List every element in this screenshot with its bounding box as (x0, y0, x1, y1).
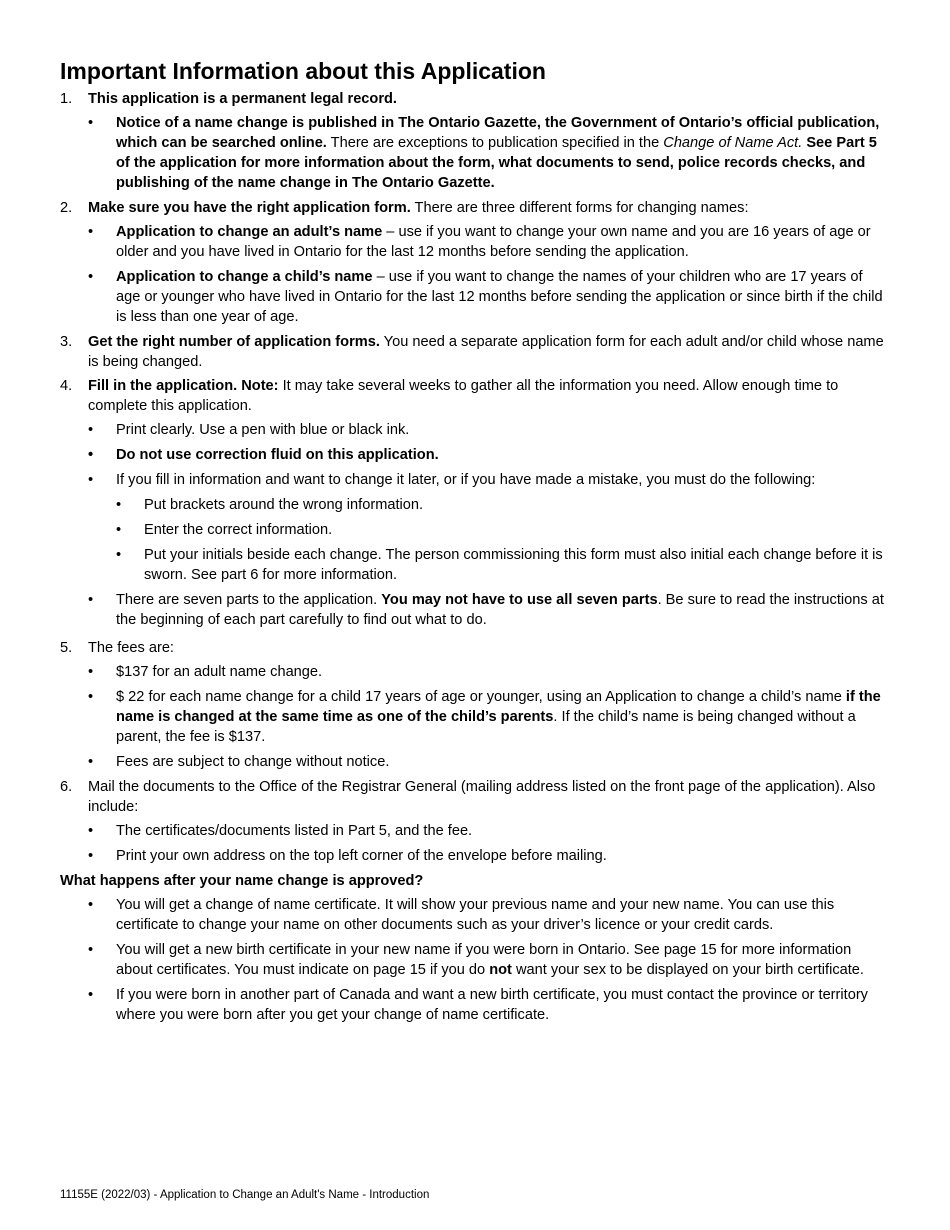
item-2-bullet-1 (60, 222, 890, 262)
item-lead: The fees are: (88, 640, 174, 656)
item-number: 2. (60, 200, 73, 216)
section-heading: What happens after your name change is approved? (60, 873, 424, 889)
item-4-bullet-1: • Print clearly. Use a pen with blue or black ink. (60, 420, 890, 440)
item-5-bullet-1: • $137 for an adult name change. (60, 662, 890, 682)
item-4-subbullet-2: • Enter the correct information. (60, 520, 890, 540)
page-footer: 11155E (2022/03) - Application to Change an Adult's Name - Introduction (60, 1189, 430, 1201)
item-lead: This application is a permanent legal record. (88, 91, 397, 107)
item-5 (60, 638, 890, 658)
bullet-text: . If the child’s name is being changed without a parent, the fee is $137. (116, 709, 856, 745)
item-lead: Get the right number of application forms. (88, 334, 380, 350)
bullet-bold-text: You may not have to use all seven parts (381, 592, 658, 608)
item-4-bullet-4 (60, 590, 890, 630)
item-text: You need a separate application form for each adult and/or child whose name is being changed. (88, 334, 884, 370)
item-6 (60, 777, 890, 817)
item-number: 1. (60, 91, 73, 107)
bullet-text: You will get a new birth certificate in your new name if you were born in Ontario. See page 15 for more information about certificates. You must indicate on page 15 if you do (116, 942, 852, 978)
item-6-bullet-1: • The certificates/documents listed in Part 5, and the fee. (60, 821, 890, 841)
bullet-text: want your sex to be displayed on your birth certificate. (511, 962, 864, 978)
item-lead: Mail the documents to the Office of the Registrar General (mailing address listed on the front page of the application). Also include: (88, 779, 876, 815)
bullet-text: There are seven parts to the application. (116, 592, 382, 608)
item-number: 5. (60, 640, 73, 656)
bullet-text: $ 22 for each name change for a child 17 years of age or younger, using an Application to change a child’s name (116, 689, 846, 705)
page-title: Important Information about this Application (60, 58, 546, 84)
item-lead: Make sure you have the right application form. (88, 200, 411, 216)
bullet-bold-text: if the name is changed at the same time as one of the child’s parents (116, 689, 881, 725)
item-1 (60, 89, 890, 109)
item-4-bullet-2: • Do not use correction fluid on this application. (60, 445, 890, 465)
after-bullet-2 (60, 940, 890, 980)
bullet-bold-text: Notice of a name change is published in The Ontario Gazette, the Government of Ontario’s official publication, which can be searched online. (116, 115, 880, 151)
item-text: There are three different forms for changing names: (410, 200, 749, 216)
after-bullet-3: • If you were born in another part of Canada and want a new birth certificate, you must contact the province or territory where you were born after you get your change of name certificate. (60, 985, 890, 1025)
item-4-subbullet-3: • Put your initials beside each change. The person commissioning this form must also initial each change before it is sworn. See part 6 for more information. (60, 545, 890, 585)
bullet-text: . Be sure to read the instructions at the beginning of each part carefully to find out what to do. (116, 592, 884, 628)
bullet-text: . (798, 135, 807, 151)
bullet-text: – use if you want to change your own name and you are 16 years of age or older and you have lived in Ontario for the last 12 months before sending the application. (116, 224, 871, 260)
information-list (60, 89, 890, 1030)
item-2 (60, 198, 890, 218)
item-2-bullet-2 (60, 267, 890, 327)
item-number: 4. (60, 378, 73, 394)
item-lead: Fill in the application. Note: (88, 378, 279, 394)
bullet-bold-text: not (489, 962, 512, 978)
bullet-bold-text: See Part 5 of the application for more information about the form, what documents to send, police records checks, and publishing of the name change in The Ontario Gazette. (116, 135, 877, 191)
bullet-bold-text: Application to change a child’s name (116, 269, 373, 285)
bullet-text: There are exceptions to publication specified in the (326, 135, 664, 151)
act-title: Change of Name Act (663, 135, 799, 151)
item-3 (60, 332, 890, 372)
item-4 (60, 376, 890, 416)
item-number: 3. (60, 334, 73, 350)
item-5-bullet-3: • Fees are subject to change without notice. (60, 752, 890, 772)
item-number: 6. (60, 779, 73, 795)
after-bullet-1: • You will get a change of name certificate. It will show your previous name and your new name. You can use this certificate to change your name on other documents such as your driver’s licence or your credit cards. (60, 895, 890, 935)
item-4-subbullet-1: • Put brackets around the wrong information. (60, 495, 890, 515)
item-text: It may take several weeks to gather all the information you need. Allow enough time to complete this application. (88, 378, 839, 414)
bullet-text: – use if you want to change the names of your children who are 17 years of age or younger who have lived in Ontario for the last 12 months before sending the application or since birth if the child is less than one year of age. (116, 269, 883, 325)
bullet-bold-text: Application to change an adult’s name (116, 224, 383, 240)
item-5-bullet-2 (60, 687, 890, 747)
item-1-bullet-1 (60, 113, 890, 193)
item-4-bullet-3: • If you fill in information and want to change it later, or if you have made a mistake, you must do the following: (60, 470, 890, 490)
item-6-bullet-2: • Print your own address on the top left corner of the envelope before mailing. (60, 846, 890, 866)
